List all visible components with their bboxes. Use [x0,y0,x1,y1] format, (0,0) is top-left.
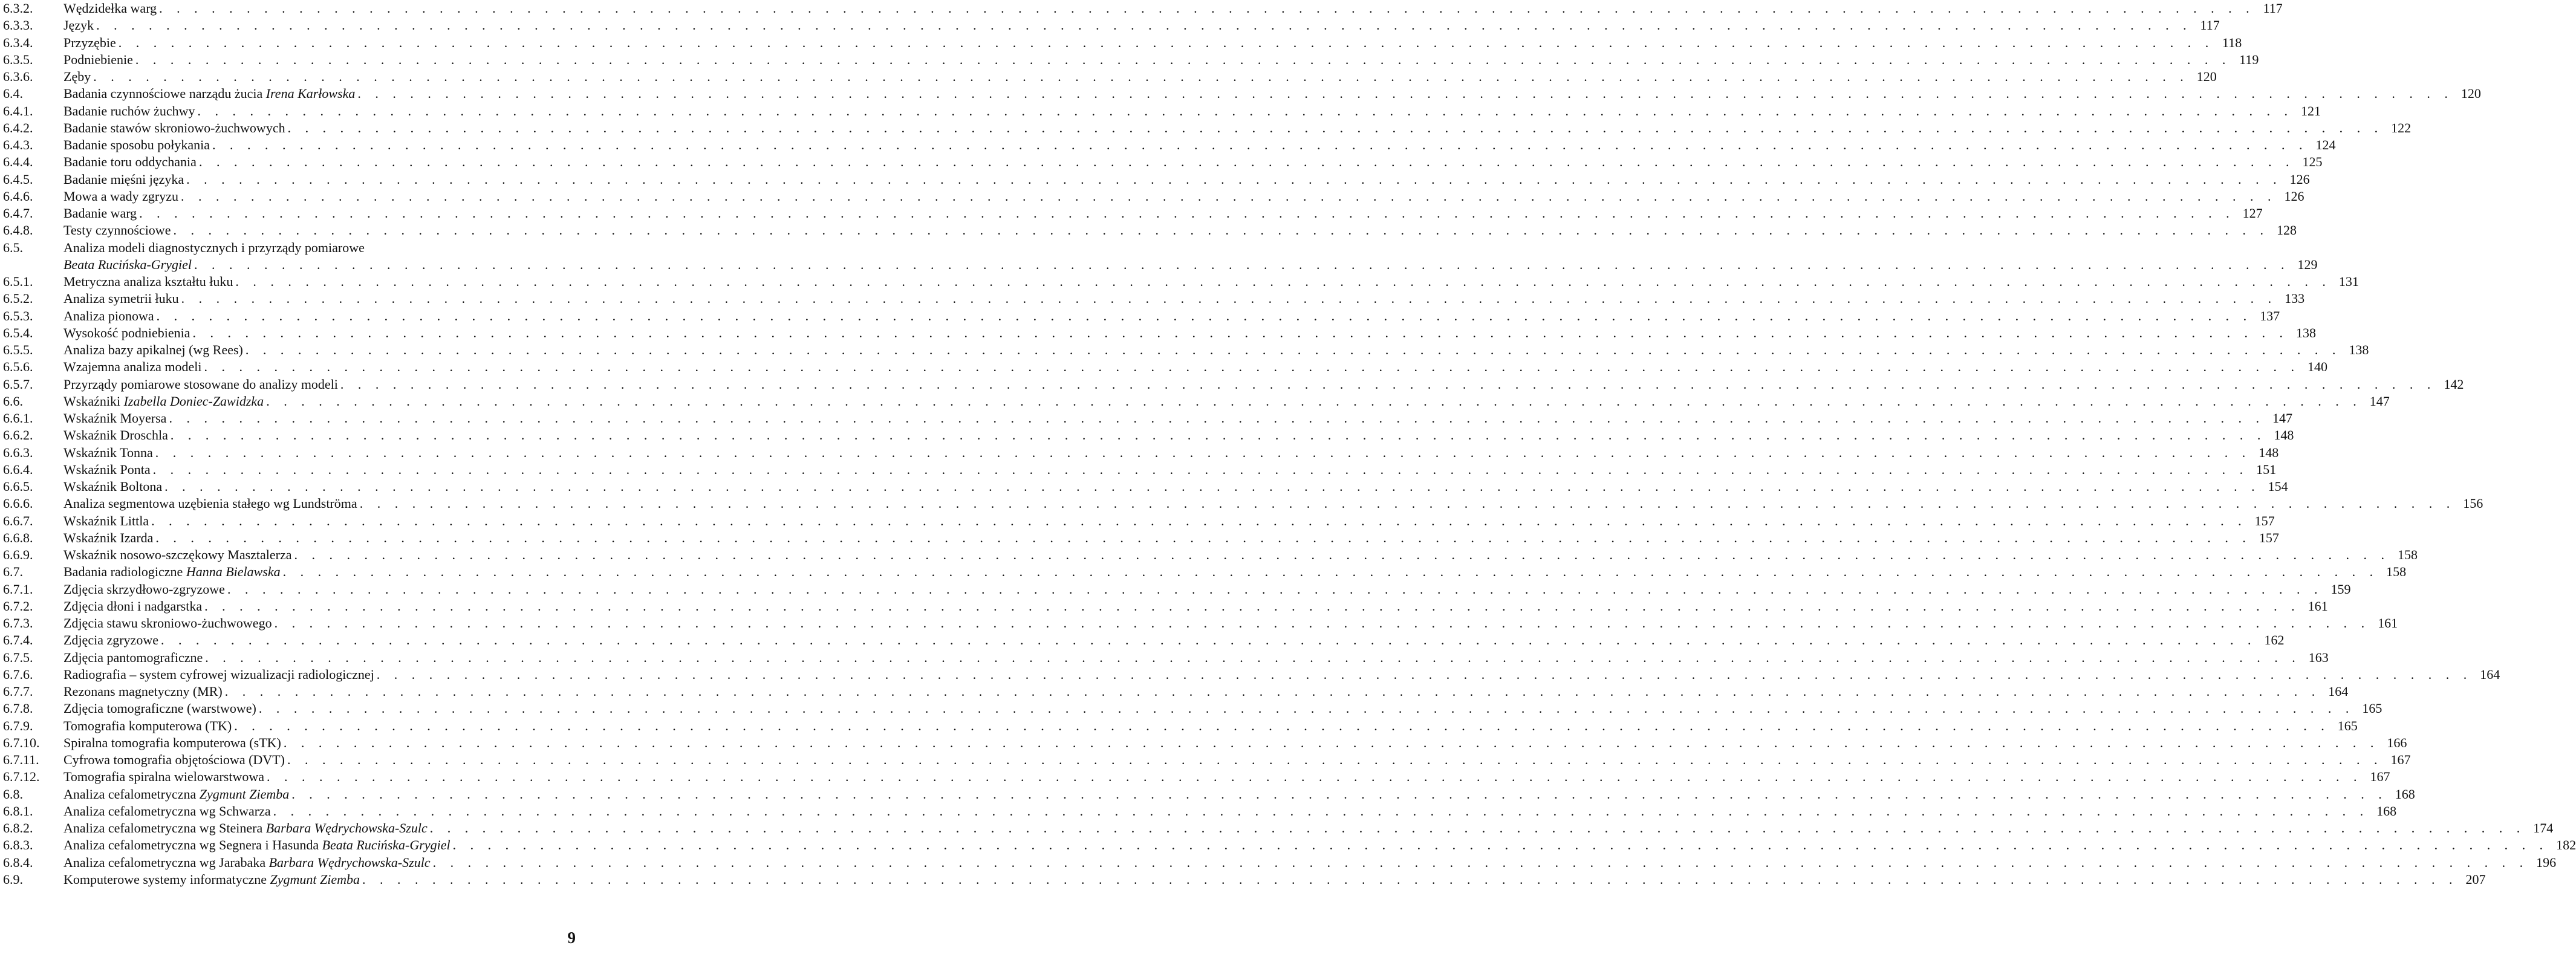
toc-entry [3,171,2310,188]
toc-entry-number: 6.3.2. [3,1,33,16]
dot-leader: . . . . . . . . . . . . . . . . . . . . . . . . . . . . . . . . . . . . . . . . . . . . . . . . . . . . . . . . . . . . . . . . . . . . . . . . . . . . . . . . . . . . . . . . . . . . . . . . . . . . . . . . . . . . . . . . . . . . . . . . [258,701,2355,716]
toc-entry-title: Badanie sposobu połykania [63,137,210,152]
dot-leader: . . . . . . . . . . . . . . . . . . . . . . . . . . . . . . . . . . . . . . . . . . . . . . . . . . . . . . . . . . . . . . . . . . . . . . . . . . . . . . . . . . . . . . . . . . . . . . . . . . . . . . . . . . . . . . . . . . . . . . . . [164,479,2260,494]
dot-leader: . . . . . . . . . . . . . . . . . . . . . . . . . . . . . . . . . . . . . . . . . . . . . . . . . . . . . . . . . . . . . . . . . . . . . . . . . . . . . . . . . . . . . . . . . . . . . . . . . . . . . . . . . . . . . . . . . . . . . . . . [173,222,2269,238]
toc-entry [3,0,2283,17]
toc-entry-title: Analiza cefalometryczna wg Jarabaka [63,854,266,870]
toc-entry-title: Analiza cefalometryczna wg Segnera i Hasunda [63,837,319,853]
toc-entry-number: 6.7.9. [3,718,33,733]
toc-entry-title: Analiza cefalometryczna wg Schwarza [63,803,271,819]
toc-entry [3,700,2382,717]
toc-entry-number: 6.7.4. [3,632,33,648]
dot-leader: . . . . . . . . . . . . . . . . . . . . . . . . . . . . . . . . . . . . . . . . . . . . . . . . . . . . . . . . . . . . . . . . . . . . . . . . . . . . . . . . . . . . . . . . . . . . . . . . . . . . . . . . . . . . . . . . . . . . . . . . [282,564,2379,580]
toc-entry-number: 6.4.3. [3,137,33,152]
toc-entry [3,34,2242,51]
toc-entry-title: Zdjęcia dłoni i nadgarstka [63,598,203,614]
toc-entry-title: Przyrządy pomiarowe stosowane do analizy modeli [63,376,338,392]
toc-entry-page: 128 [2276,222,2297,238]
toc-entry [3,154,2323,170]
toc-entry [3,410,2292,427]
toc-entry [3,137,2336,154]
toc-entry-page: 207 [2465,871,2486,887]
dot-leader: . . . . . . . . . . . . . . . . . . . . . . . . . . . . . . . . . . . . . . . . . . . . . . . . . . . . . . . . . . . . . . . . . . . . . . . . . . . . . . . . . . . . . . . . . . . . . . . . . . . . . . . . . . . . . . . . . . . . . . . . [198,154,2295,170]
toc-entry-title: Komputerowe systemy informatyczne [63,871,267,887]
toc-entry-number: 6.8.2. [3,820,33,836]
toc-entry-title: Tomografia komputerowa (TK) [63,718,232,733]
toc-entry-page: 196 [2536,854,2557,870]
dot-leader: . . . . . . . . . . . . . . . . . . . . . . . . . . . . . . . . . . . . . . . . . . . . . . . . . . . . . . . . . . . . . . . . . . . . . . . . . . . . . . . . . . . . . . . . . . . . . . . . . . . . . . . . . . . . . . . . . . . . . . . . [204,598,2300,614]
toc-entry-number: 6.5.7. [3,376,33,392]
toc-entry-number: 6.8.1. [3,803,33,819]
toc-entry-page: 165 [2362,701,2382,716]
table-of-contents [3,0,2576,888]
toc-entry-number: 6.6. [3,393,23,409]
toc-entry-title: Zęby [63,69,91,84]
toc-entry-page: 140 [2307,359,2327,375]
toc-entry-title: Badanie toru oddychania [63,154,197,170]
toc-entry-title: Analiza cefalometryczna wg Steinera [63,820,263,836]
toc-entry-author: Irena Karłowska [265,86,356,102]
toc-entry-page: 161 [2308,598,2328,614]
toc-entry-page: 167 [2390,752,2411,767]
toc-entry-page: 127 [2242,206,2263,221]
toc-entry-title: Badania radiologiczne [63,564,183,580]
dot-leader: . . . . . . . . . . . . . . . . . . . . . . . . . . . . . . . . . . . . . . . . . . . . . . . . . . . . . . . . . . . . . . . . . . . . . . . . . . . . . . . . . . . . . . . . . . . . . . . . . . . . . . . . . . . . . . . . . . . . . . . . [192,325,2288,340]
dot-leader: . . . . . . . . . . . . . . . . . . . . . . . . . . . . . . . . . . . . . . . . . . . . . . . . . . . . . . . . . . . . . . . . . . . . . . . . . . . . . . . . . . . . . . . . . . . . . . . . . . . . . . . . . . . . . . . . . . . . . . . . [151,513,2247,528]
toc-entry-number: 6.6.7. [3,513,33,528]
dot-leader: . . . . . . . . . . . . . . . . . . . . . . . . . . . . . . . . . . . . . . . . . . . . . . . . . . . . . . . . . . . . . . . . . . . . . . . . . . . . . . . . . . . . . . . . . . . . . . . . . . . . . . . . . . . . . . . . . . . . . . . . [291,786,2387,802]
dot-leader: . . . . . . . . . . . . . . . . . . . . . . . . . . . . . . . . . . . . . . . . . . . . . . . . . . . . . . . . . . . . . . . . . . . . . . . . . . . . . . . . . . . . . . . . . . . . . . . . . . . . . . . . . . . . . . . . . . . . . . . . [234,718,2330,733]
toc-entry-number: 6.4.1. [3,103,33,118]
dot-leader: . . . . . . . . . . . . . . . . . . . . . . . . . . . . . . . . . . . . . . . . . . . . . . . . . . . . . . . . . . . . . . . . . . . . . . . . . . . . . . . . . . . . . . . . . . . . . . . . . . . . . . . . . . . . . . . . . . . . . . . . [357,86,2453,102]
toc-entry-title: Badania czynnościowe narządu żucia [63,86,263,102]
toc-entry [3,581,2351,598]
toc-entry-number: 6.6.1. [3,410,33,426]
toc-entry-number: 6.6.9. [3,547,33,562]
toc-entry-number: 6.3.6. [3,69,33,84]
dot-leader: . . . . . . . . . . . . . . . . . . . . . . . . . . . . . . . . . . . . . . . . . . . . . . . . . . . . . . . . . . . . . . . . . . . . . . . . . . . . . . . . . . . . . . . . . . . . . . . . . . . . . . . . . . . . . . . . . . . . . . . . [181,188,2277,204]
toc-entry [3,342,2369,359]
toc-entry-page: 120 [2461,86,2481,102]
toc-entry-title: Wędzidełka warg [63,1,157,16]
toc-entry-title: Wskaźnik Droschla [63,427,168,443]
toc-entry [3,325,2316,342]
toc-entry-title: Badanie stawów skroniowo-żuchwowych [63,120,285,135]
toc-entry-page: 148 [2274,427,2294,443]
toc-entry-page: 157 [2259,530,2279,545]
toc-entry-number: 6.5. [3,239,23,255]
toc-entry [3,837,2576,854]
toc-entry-title: Testy czynnościowe [63,222,171,238]
toc-entry [3,632,2285,649]
toc-entry-number: 6.5.2. [3,291,33,307]
toc-entry-page: 157 [2254,513,2275,528]
dot-leader: . . . . . . . . . . . . . . . . . . . . . . . . . . . . . . . . . . . . . . . . . . . . . . . . . . . . . . . . . . . . . . . . . . . . . . . . . . . . . . . . . . . . . . . . . . . . . . . . . . . . . . . . . . . . . . . . . . . . . . . . [429,820,2526,836]
toc-entry-page: 159 [2330,581,2351,597]
toc-entry-number: 6.7.2. [3,598,33,614]
toc-entry-title: Mowa a wady zgryzu [63,188,178,204]
toc-entry [3,718,2358,735]
toc-entry-page: 142 [2444,376,2464,392]
toc-entry [3,205,2263,222]
toc-entry [3,615,2398,632]
toc-entry-number: 6.5.4. [3,325,33,340]
toc-entry [3,376,2464,393]
toc-entry-title: Wskaźnik Ponta [63,461,151,477]
toc-entry-title: Wskaźnik Izarda [63,530,154,545]
toc-entry-page: 162 [2264,632,2285,648]
toc-entry [3,120,2412,137]
toc-entry-page: 164 [2480,666,2500,682]
toc-entry-title: Wskaźnik Littla [63,513,149,528]
toc-entry-number: 6.7.1. [3,581,33,597]
toc-entry [3,735,2407,751]
dot-leader: . . . . . . . . . . . . . . . . . . . . . . . . . . . . . . . . . . . . . . . . . . . . . . . . . . . . . . . . . . . . . . . . . . . . . . . . . . . . . . . . . . . . . . . . . . . . . . . . . . . . . . . . . . . . . . . . . . . . . . . . [96,18,2192,33]
dot-leader: . . . . . . . . . . . . . . . . . . . . . . . . . . . . . . . . . . . . . . . . . . . . . . . . . . . . . . . . . . . . . . . . . . . . . . . . . . . . . . . . . . . . . . . . . . . . . . . . . . . . . . . . . . . . . . . . . . . . . . . . [287,120,2384,135]
toc-entry-number: 6.6.3. [3,444,33,460]
dot-leader: . . . . . . . . . . . . . . . . . . . . . . . . . . . . . . . . . . . . . . . . . . . . . . . . . . . . . . . . . . . . . . . . . . . . . . . . . . . . . . . . . . . . . . . . . . . . . . . . . . . . . . . . . . . . . . . . . . . . . . . . [224,684,2321,699]
toc-entry-title: Przyzębie [63,34,116,50]
dot-leader: . . . . . . . . . . . . . . . . . . . . . . . . . . . . . . . . . . . . . . . . . . . . . . . . . . . . . . . . . . . . . . . . . . . . . . . . . . . . . . . . . . . . . . . . . . . . . . . . . . . . . . . . . . . . . . . . . . . . . . . . [204,359,2300,375]
toc-entry-number: 6.3.5. [3,51,33,67]
toc-entry-page: 131 [2338,274,2359,289]
dot-leader: . . . . . . . . . . . . . . . . . . . . . . . . . . . . . . . . . . . . . . . . . . . . . . . . . . . . . . . . . . . . . . . . . . . . . . . . . . . . . . . . . . . . . . . . . . . . . . . . . . . . . . . . . . . . . . . . . . . . . . . . [274,615,2370,631]
toc-entry-number: 6.8. [3,786,23,802]
dot-leader: . . . . . . . . . . . . . . . . . . . . . . . . . . . . . . . . . . . . . . . . . . . . . . . . . . . . . . . . . . . . . . . . . . . . . . . . . . . . . . . . . . . . . . . . . . . . . . . . . . . . . . . . . . . . . . . . . . . . . . . . [267,769,2363,785]
dot-leader: . . . . . . . . . . . . . . . . . . . . . . . . . . . . . . . . . . . . . . . . . . . . . . . . . . . . . . . . . . . . . . . . . . . . . . . . . . . . . . . . . . . . . . . . . . . . . . . . . . . . . . . . . . . . . . . . . . . . . . . . [245,342,2341,357]
toc-entry-title: Rezonans magnetyczny (MR) [63,684,223,699]
dot-leader: . . . . . . . . . . . . . . . . . . . . . . . . . . . . . . . . . . . . . . . . . . . . . . . . . . . . . . . . . . . . . . . . . . . . . . . . . . . . . . . . . . . . . . . . . . . . . . . . . . . . . . . . . . . . . . . . . . . . . . . . [266,393,2362,409]
toc-entry-author: Beata Rucińska-Grygiel [322,837,450,853]
toc-entry-title: Analiza pionowa [63,308,154,323]
toc-entry [3,598,2328,615]
dot-leader: . . . . . . . . . . . . . . . . . . . . . . . . . . . . . . . . . . . . . . . . . . . . . . . . . . . . . . . . . . . . . . . . . . . . . . . . . . . . . . . . . . . . . . . . . . . . . . . . . . . . . . . . . . . . . . . . . . . . . . . . [155,444,2251,460]
dot-leader: . . . . . . . . . . . . . . . . . . . . . . . . . . . . . . . . . . . . . . . . . . . . . . . . . . . . . . . . . . . . . . . . . . . . . . . . . . . . . . . . . . . . . . . . . . . . . . . . . . . . . . . . . . . . . . . . . . . . . . . . [205,649,2301,665]
dot-leader: . . . . . . . . . . . . . . . . . . . . . . . . . . . . . . . . . . . . . . . . . . . . . . . . . . . . . . . . . . . . . . . . . . . . . . . . . . . . . . . . . . . . . . . . . . . . . . . . . . . . . . . . . . . . . . . . . . . . . . . . [159,1,2255,16]
toc-entry-number: 6.3.3. [3,18,33,33]
toc-entry-title: Analiza modeli diagnostycznych i przyrządy pomiarowe [63,239,365,255]
toc-entry-title: Radiografia – system cyfrowej wizualizacji radiologicznej [63,666,374,682]
toc-entry-title: Wskaźniki [63,393,121,409]
page-number: 9 [567,929,576,947]
dot-leader: . . . . . . . . . . . . . . . . . . . . . . . . . . . . . . . . . . . . . . . . . . . . . . . . . . . . . . . . . . . . . . . . . . . . . . . . . . . . . . . . . . . . . . . . . . . . . . . . . . . . . . . . . . . . . . . . . . . . . . . . [432,854,2529,870]
toc-entry [3,85,2481,102]
toc-entry-title: Metryczna analiza kształtu łuku [63,274,233,289]
toc-entry-title: Zdjęcia skrzydłowo-zgryzowe [63,581,225,597]
toc-entry [3,273,2359,290]
dot-leader: . . . . . . . . . . . . . . . . . . . . . . . . . . . . . . . . . . . . . . . . . . . . . . . . . . . . . . . . . . . . . . . . . . . . . . . . . . . . . . . . . . . . . . . . . . . . . . . . . . . . . . . . . . . . . . . . . . . . . . . . [152,461,2249,477]
toc-entry-number: 6.4.2. [3,120,33,135]
toc-entry [3,768,2390,785]
toc-entry-number: 6.8.3. [3,837,33,853]
toc-entry-number: 6.5.3. [3,308,33,323]
dot-leader: . . . . . . . . . . . . . . . . . . . . . . . . . . . . . . . . . . . . . . . . . . . . . . . . . . . . . . . . . . . . . . . . . . . . . . . . . . . . . . . . . . . . . . . . . . . . . . . . . . . . . . . . . . . . . . . . . . . . . . . . [181,291,2277,307]
toc-entry-number: 6.7.7. [3,684,33,699]
dot-leader: . . . . . . . . . . . . . . . . . . . . . . . . . . . . . . . . . . . . . . . . . . . . . . . . . . . . . . . . . . . . . . . . . . . . . . . . . . . . . . . . . . . . . . . . . . . . . . . . . . . . . . . . . . . . . . . . . . . . . . . . [160,632,2257,648]
dot-leader: . . . . . . . . . . . . . . . . . . . . . . . . . . . . . . . . . . . . . . . . . . . . . . . . . . . . . . . . . . . . . . . . . . . . . . . . . . . . . . . . . . . . . . . . . . . . . . . . . . . . . . . . . . . . . . . . . . . . . . . . [359,496,2456,511]
toc-entry-page: 147 [2272,410,2292,426]
toc-entry [3,393,2390,410]
toc-entry [3,803,2397,820]
toc-entry-author: Beata Rucińska-Grygiel [63,256,192,272]
toc-entry-title: Cyfrowa tomografia objętościowa (DVT) [63,752,285,767]
toc-entry-page: 151 [2256,461,2277,477]
dot-leader: . . . . . . . . . . . . . . . . . . . . . . . . . . . . . . . . . . . . . . . . . . . . . . . . . . . . . . . . . . . . . . . . . . . . . . . . . . . . . . . . . . . . . . . . . . . . . . . . . . . . . . . . . . . . . . . . . . . . . . . . [156,308,2252,323]
toc-entry [3,359,2327,375]
toc-entry-title: Analiza bazy apikalnej (wg Rees) [63,342,243,357]
dot-leader: . . . . . . . . . . . . . . . . . . . . . . . . . . . . . . . . . . . . . . . . . . . . . . . . . . . . . . . . . . . . . . . . . . . . . . . . . . . . . . . . . . . . . . . . . . . . . . . . . . . . . . . . . . . . . . . . . . . . . . . . [93,69,2189,84]
toc-entry-page: 121 [2300,103,2321,118]
toc-entry-page: 129 [2297,256,2318,272]
toc-entry-page: 120 [2196,69,2217,84]
toc-entry-page: 122 [2391,120,2412,135]
dot-leader: . . . . . . . . . . . . . . . . . . . . . . . . . . . . . . . . . . . . . . . . . . . . . . . . . . . . . . . . . . . . . . . . . . . . . . . . . . . . . . . . . . . . . . . . . . . . . . . . . . . . . . . . . . . . . . . . . . . . . . . . [273,803,2369,819]
toc-entry [3,51,2259,68]
toc-entry-title: Wskaźnik Moyersa [63,410,167,426]
toc-entry-page: 125 [2302,154,2323,170]
dot-leader: . . . . . . . . . . . . . . . . . . . . . . . . . . . . . . . . . . . . . . . . . . . . . . . . . . . . . . . . . . . . . . . . . . . . . . . . . . . . . . . . . . . . . . . . . . . . . . . . . . . . . . . . . . . . . . . . . . . . . . . . [212,137,2308,152]
toc-entry-author: Izabella Doniec-Zawidzka [123,393,264,409]
toc-entry-number: 6.9. [3,871,23,887]
toc-entry-page: 148 [2259,444,2279,460]
toc-entry-title: Wskaźnik Boltona [63,479,163,494]
toc-entry-page: 126 [2284,188,2304,204]
toc-entry-number: 6.7.11. [3,752,39,767]
toc-entry [3,239,2318,274]
toc-entry-page: 165 [2337,718,2358,733]
toc-entry [3,444,2279,461]
dot-leader: . . . . . . . . . . . . . . . . . . . . . . . . . . . . . . . . . . . . . . . . . . . . . . . . . . . . . . . . . . . . . . . . . . . . . . . . . . . . . . . . . . . . . . . . . . . . . . . . . . . . . . . . . . . . . . . . . . . . . . . . [227,581,2323,597]
dot-leader: . . . . . . . . . . . . . . . . . . . . . . . . . . . . . . . . . . . . . . . . . . . . . . . . . . . . . . . . . . . . . . . . . . . . . . . . . . . . . . . . . . . . . . . . . . . . . . . . . . . . . . . . . . . . . . . . . . . . . . . . [118,34,2214,50]
toc-entry-number: 6.4.6. [3,188,33,204]
toc-entry-author: Zygmunt Ziemba [270,871,360,887]
toc-entry [3,786,2415,803]
toc-entry-number: 6.7. [3,564,23,580]
toc-entry-number: 6.7.5. [3,649,33,665]
toc-entry [3,683,2349,700]
toc-entry-page: 158 [2398,547,2418,562]
toc-entry [3,854,2557,871]
toc-entry-title: Analiza segmentowa uzębienia stałego wg Lundströma [63,496,357,511]
toc-entry-number: 6.6.8. [3,530,33,545]
dot-leader: . . . . . . . . . . . . . . . . . . . . . . . . . . . . . . . . . . . . . . . . . . . . . . . . . . . . . . . . . . . . . . . . . . . . . . . . . . . . . . . . . . . . . . . . . . . . . . . . . . . . . . . . . . . . . . . . . . . . . . . . [169,410,2265,426]
toc-entry-number: 6.7.12. [3,769,40,785]
toc-entry-page: 117 [2263,1,2283,16]
dot-leader: . . . . . . . . . . . . . . . . . . . . . . . . . . . . . . . . . . . . . . . . . . . . . . . . . . . . . . . . . . . . . . . . . . . . . . . . . . . . . . . . . . . . . . . . . . . . . . . . . . . . . . . . . . . . . . . . . . . . . . . . [283,735,2379,750]
toc-entry-number: 6.4. [3,86,23,102]
dot-leader: . . . . . . . . . . . . . . . . . . . . . . . . . . . . . . . . . . . . . . . . . . . . . . . . . . . . . . . . . . . . . . . . . . . . . . . . . . . . . . . . . . . . . . . . . . . . . . . . . . . . . . . . . . . . . . . . . . . . . . . . [452,837,2549,853]
toc-entry [3,290,2305,307]
toc-entry-page: 167 [2370,769,2390,785]
toc-entry [3,666,2500,683]
dot-leader: . . . . . . . . . . . . . . . . . . . . . . . . . . . . . . . . . . . . . . . . . . . . . . . . . . . . . . . . . . . . . . . . . . . . . . . . . . . . . . . . . . . . . . . . . . . . . . . . . . . . . . . . . . . . . . . . . . . . . . . . [139,206,2235,221]
toc-entry-title: Wysokość podniebienia [63,325,190,340]
toc-entry-number: 6.3.4. [3,34,33,50]
toc-entry-page: 156 [2463,496,2483,511]
toc-entry [3,222,2297,239]
toc-entry [3,513,2275,530]
toc-entry [3,103,2321,120]
toc-entry-number: 6.6.2. [3,427,33,443]
toc-entry-page: 166 [2387,735,2407,750]
toc-entry-title: Język [63,18,94,33]
toc-entry [3,530,2279,547]
toc-entry-title: Analiza cefalometryczna [63,786,197,802]
dot-leader: . . . . . . . . . . . . . . . . . . . . . . . . . . . . . . . . . . . . . . . . . . . . . . . . . . . . . . . . . . . . . . . . . . . . . . . . . . . . . . . . . . . . . . . . . . . . . . . . . . . . . . . . . . . . . . . . . . . . . . . . [340,376,2436,392]
toc-entry-title: Tomografia spiralna wielowarstwowa [63,769,265,785]
toc-entry-author: Barbara Wędrychowska-Szulc [265,820,428,836]
dot-leader: . . . . . . . . . . . . . . . . . . . . . . . . . . . . . . . . . . . . . . . . . . . . . . . . . . . . . . . . . . . . . . . . . . . . . . . . . . . . . . . . . . . . . . . . . . . . . . . . . . . . . . . . . . . . . . . . . . . . . . . . [197,103,2293,118]
toc-entry-title: Analiza symetrii łuku [63,291,179,307]
toc-entry-number: 6.7.6. [3,666,33,682]
toc-entry-number: 6.6.5. [3,479,33,494]
dot-leader: . . . . . . . . . . . . . . . . . . . . . . . . . . . . . . . . . . . . . . . . . . . . . . . . . . . . . . . . . . . . . . . . . . . . . . . . . . . . . . . . . . . . . . . . . . . . . . . . . . . . . . . . . . . . . . . . . . . . . . . . [287,752,2383,767]
toc-entry-page: 117 [2200,18,2220,33]
toc-entry [3,820,2554,837]
toc-entry-title: Zdjęcia zgryzowe [63,632,158,648]
toc-entry [3,871,2486,888]
dot-leader: . . . . . . . . . . . . . . . . . . . . . . . . . . . . . . . . . . . . . . . . . . . . . . . . . . . . . . . . . . . . . . . . . . . . . . . . . . . . . . . . . . . . . . . . . . . . . . . . . . . . . . . . . . . . . . . . . . . . . . . . [135,51,2231,67]
toc-entry-title: Badanie warg [63,206,137,221]
toc-entry-page: 133 [2285,291,2305,307]
toc-entry-author: Hanna Bielawska [186,564,281,580]
toc-entry-page: 164 [2328,684,2349,699]
dot-leader: . . . . . . . . . . . . . . . . . . . . . . . . . . . . . . . . . . . . . . . . . . . . . . . . . . . . . . . . . . . . . . . . . . . . . . . . . . . . . . . . . . . . . . . . . . . . . . . . . . . . . . . . . . . . . . . . . . . . . . . . [170,427,2266,443]
toc-entry-page: 138 [2295,325,2316,340]
toc-entry [3,68,2217,85]
toc-entry [3,188,2304,205]
toc-entry-number: 6.5.5. [3,342,33,357]
toc-entry-title: Zdjęcia stawu skroniowo-żuchwowego [63,615,272,631]
toc-entry-number: 6.7.8. [3,701,33,716]
toc-entry [3,751,2411,768]
toc-entry-title: Wskaźnik nosowo-szczękowy Masztalerza [63,547,292,562]
toc-entry-author: Zygmunt Ziemba [199,786,290,802]
toc-entry-title: Badanie mięśni języka [63,171,184,187]
toc-entry-page: 174 [2533,820,2554,836]
toc-entry-number: 6.4.5. [3,171,33,187]
toc-entry-page: 137 [2260,308,2280,323]
toc-entry-number: 6.6.6. [3,496,33,511]
toc-entry-title: Badanie ruchów żuchwy [63,103,195,118]
toc-entry-number: 6.5.6. [3,359,33,375]
dot-leader: . . . . . . . . . . . . . . . . . . . . . . . . . . . . . . . . . . . . . . . . . . . . . . . . . . . . . . . . . . . . . . . . . . . . . . . . . . . . . . . . . . . . . . . . . . . . . . . . . . . . . . . . . . . . . . . . . . . . . . . . [235,274,2331,289]
toc-entry-page: 158 [2386,564,2407,580]
toc-entry-number: 6.6.4. [3,461,33,477]
toc-entry-title: Zdjęcia tomograficzne (warstwowe) [63,701,256,716]
toc-entry-number: 6.4.8. [3,222,33,238]
dot-leader: . . . . . . . . . . . . . . . . . . . . . . . . . . . . . . . . . . . . . . . . . . . . . . . . . . . . . . . . . . . . . . . . . . . . . . . . . . . . . . . . . . . . . . . . . . . . . . . . . . . . . . . . . . . . . . . . . . . . . . . . [155,530,2251,545]
toc-entry [3,461,2277,478]
toc-entry-number: 6.5.1. [3,274,33,289]
toc-entry-page: 168 [2376,803,2397,819]
dot-leader: . . . . . . . . . . . . . . . . . . . . . . . . . . . . . . . . . . . . . . . . . . . . . . . . . . . . . . . . . . . . . . . . . . . . . . . . . . . . . . . . . . . . . . . . . . . . . . . . . . . . . . . . . . . . . . . . . . . . . . . . [362,871,2458,887]
dot-leader: . . . . . . . . . . . . . . . . . . . . . . . . . . . . . . . . . . . . . . . . . . . . . . . . . . . . . . . . . . . . . . . . . . . . . . . . . . . . . . . . . . . . . . . . . . . . . . . . . . . . . . . . . . . . . . . . . . . . . . . . [294,547,2390,562]
toc-entry-title: Podniebienie [63,51,133,67]
toc-entry-page: 124 [2315,137,2336,152]
toc-entry-page: 138 [2349,342,2369,357]
toc-entry-page: 161 [2378,615,2398,631]
toc-entry-page: 126 [2289,171,2310,187]
toc-entry [3,427,2294,444]
toc-entry-number: 6.8.4. [3,854,33,870]
toc-entry-page: 147 [2369,393,2390,409]
toc-entry [3,649,2329,666]
toc-entry-page: 119 [2239,51,2259,67]
toc-entry-number: 6.4.4. [3,154,33,170]
toc-entry-page: 163 [2308,649,2329,665]
toc-entry-page: 168 [2395,786,2415,802]
toc-entry-title: Wzajemna analiza modeli [63,359,202,375]
toc-entry-number: 6.7.10. [3,735,40,750]
toc-entry [3,495,2483,512]
toc-entry-number: 6.4.7. [3,206,33,221]
toc-entry-title: Wskaźnik Tonna [63,444,153,460]
toc-entry [3,17,2220,34]
toc-entry [3,308,2280,325]
toc-entry [3,563,2407,580]
dot-leader: . . . . . . . . . . . . . . . . . . . . . . . . . . . . . . . . . . . . . . . . . . . . . . . . . . . . . . . . . . . . . . . . . . . . . . . . . . . . . . . . . . . . . . . . . . . . . . . . . . . . . . . . . . . . . . . . . . . . . . . . [194,256,2290,272]
toc-entry-title: Zdjęcia pantomograficzne [63,649,203,665]
toc-entry-page: 182 [2556,837,2576,853]
dot-leader: . . . . . . . . . . . . . . . . . . . . . . . . . . . . . . . . . . . . . . . . . . . . . . . . . . . . . . . . . . . . . . . . . . . . . . . . . . . . . . . . . . . . . . . . . . . . . . . . . . . . . . . . . . . . . . . . . . . . . . . . [186,171,2282,187]
toc-entry-page: 154 [2268,479,2288,494]
toc-entry-number: 6.7.3. [3,615,33,631]
toc-entry-title: Spiralna tomografia komputerowa (sTK) [63,735,281,750]
toc-entry [3,547,2418,563]
toc-entry [3,478,2288,495]
toc-entry-author: Barbara Wędrychowska-Szulc [268,854,431,870]
dot-leader: . . . . . . . . . . . . . . . . . . . . . . . . . . . . . . . . . . . . . . . . . . . . . . . . . . . . . . . . . . . . . . . . . . . . . . . . . . . . . . . . . . . . . . . . . . . . . . . . . . . . . . . . . . . . . . . . . . . . . . . . [376,666,2473,682]
toc-entry-page: 118 [2222,34,2242,50]
